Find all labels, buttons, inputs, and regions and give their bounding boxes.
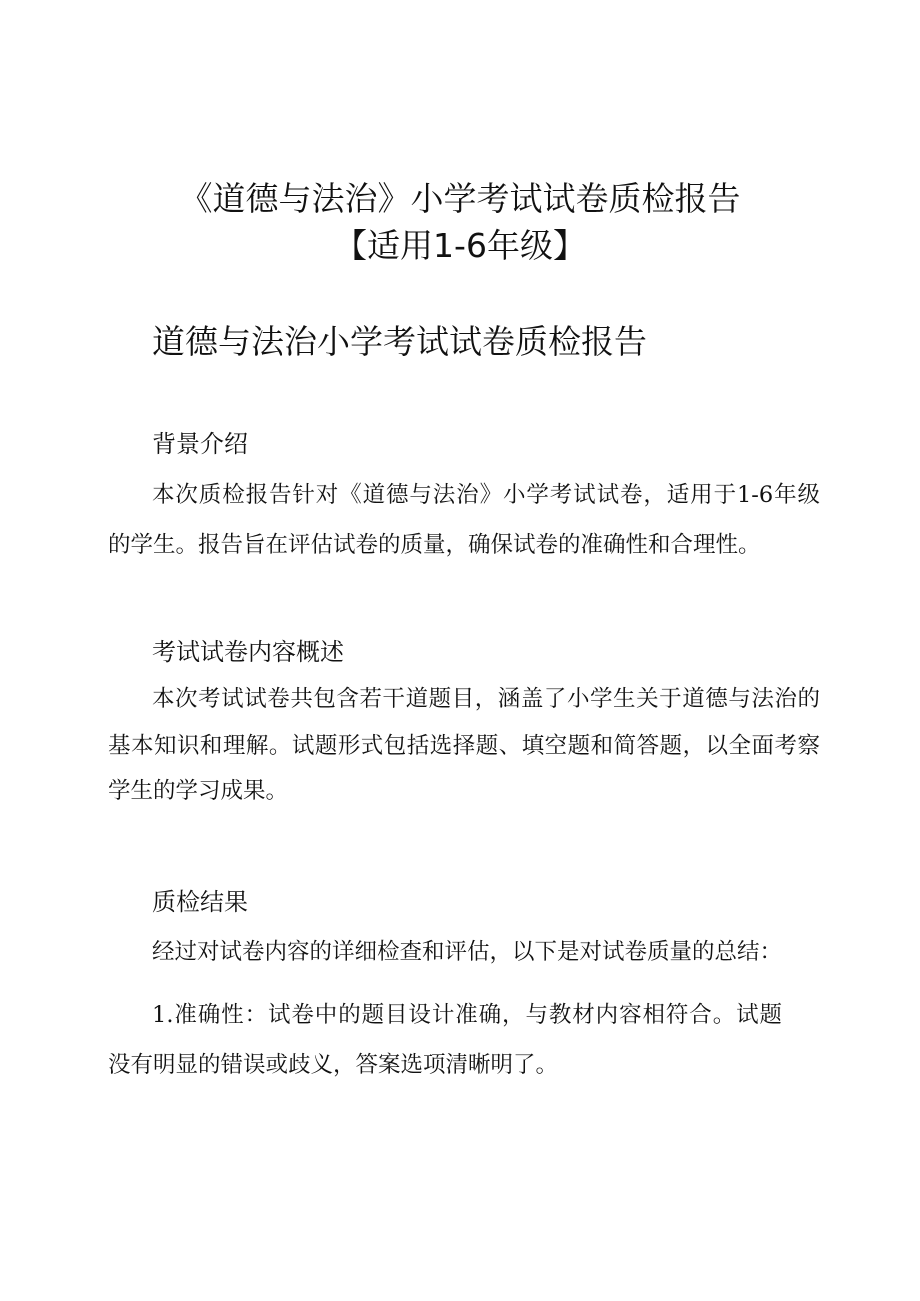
paragraph-line: 的学生。报告旨在评估试卷的质量，确保试卷的准确性和合理性。: [108, 532, 761, 558]
document-title-line-1: 《道德与法治》小学考试试卷质检报告: [179, 179, 741, 218]
document-title-line-2: 【适用1-6年级】: [334, 226, 586, 265]
section-heading-results: 质检结果: [152, 888, 248, 916]
section-heading-background: 背景介绍: [152, 430, 248, 458]
list-item-line: 1.准确性：试卷中的题目设计准确，与教材内容相符合。试题: [152, 1002, 782, 1028]
paragraph-line: 本次质检报告针对《道德与法治》小学考试试卷，适用于1-6年级: [152, 482, 820, 508]
paragraph-line: 学生的学习成果。: [108, 778, 289, 804]
paragraph-line: 经过对试卷内容的详细检查和评估，以下是对试卷质量的总结：: [152, 939, 783, 965]
paragraph-line: 本次考试试卷共包含若干道题目，涵盖了小学生关于道德与法治的: [152, 686, 820, 712]
list-item-line: 没有明显的错误或歧义，答案选项清晰明了。: [108, 1052, 559, 1078]
paragraph-line: 基本知识和理解。试题形式包括选择题、填空题和简答题，以全面考察: [108, 733, 820, 759]
section-heading-overview: 考试试卷内容概述: [152, 638, 344, 666]
main-heading: 道德与法治小学考试试卷质检报告: [152, 322, 647, 361]
